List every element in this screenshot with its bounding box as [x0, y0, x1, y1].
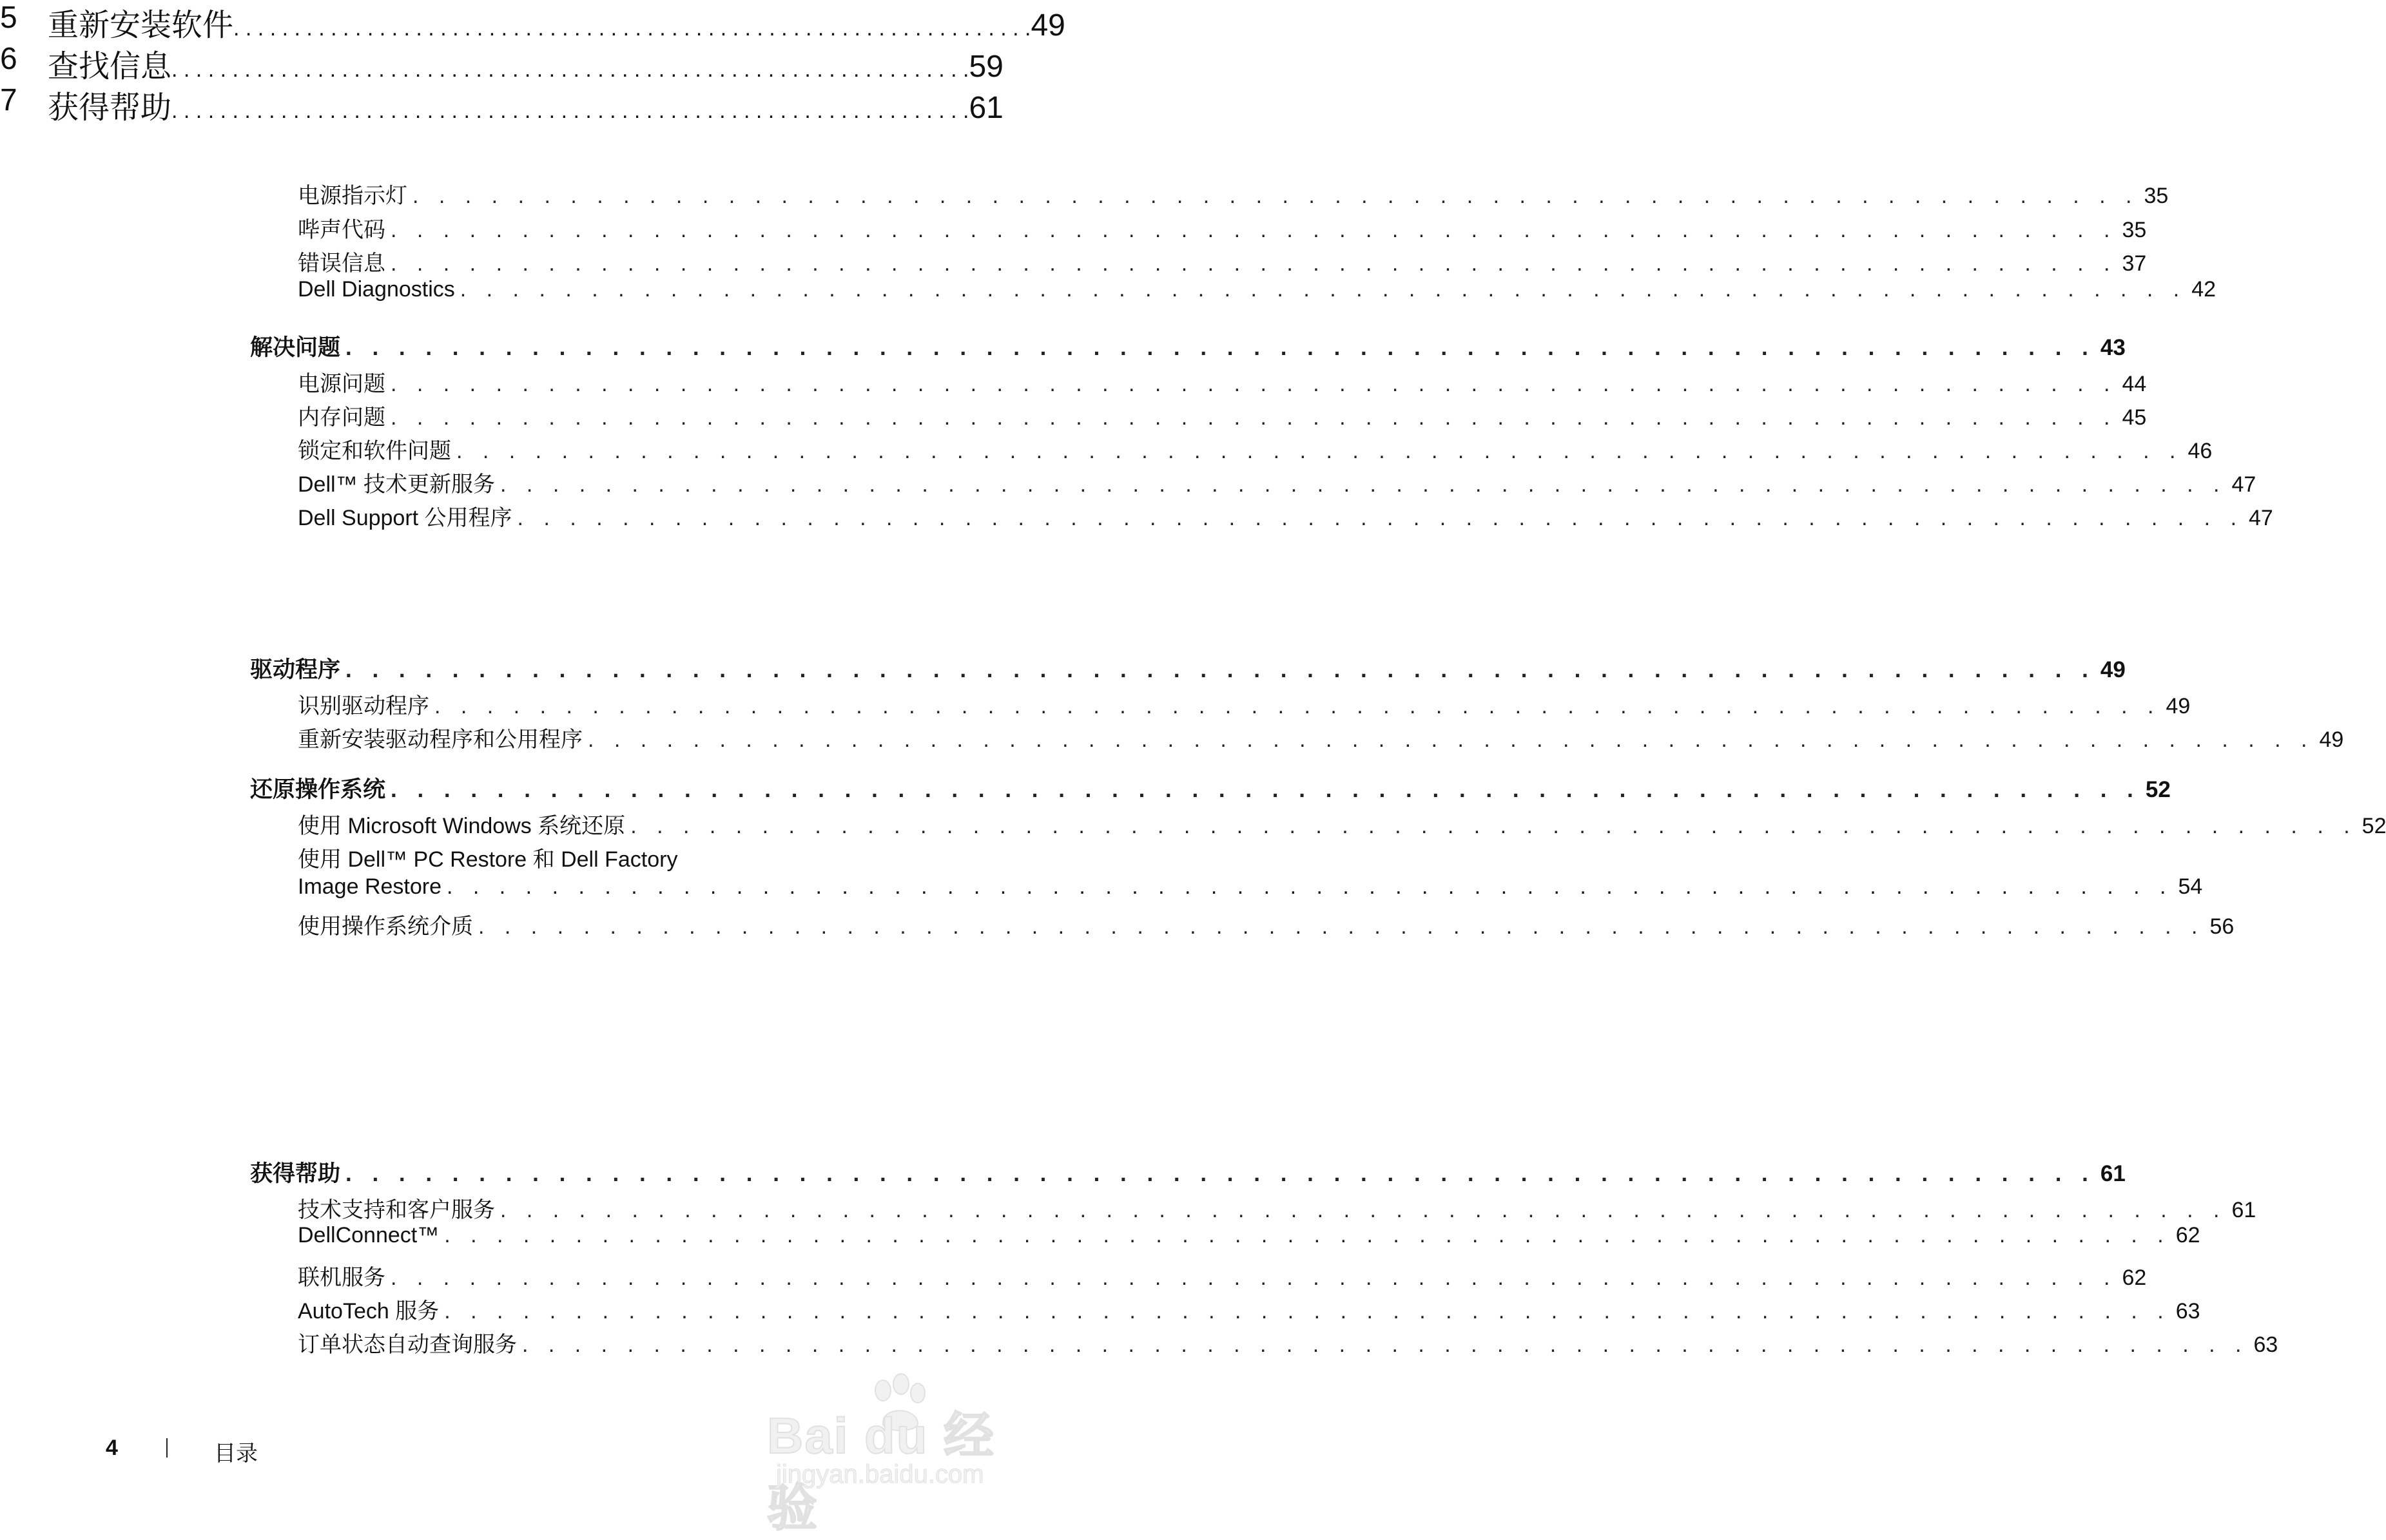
dot-leader: . . . . . . . . . . . . . . . . . . . . . . . . . . . . . . . . . . . . . . . . . . . . . . . . . . . . . . . . . . . . . . . . . . — [522, 1333, 2249, 1357]
toc-entry-label: Dell™ 技术更新服务 — [298, 472, 496, 497]
chapter-page: 61 — [969, 91, 1004, 125]
toc-entry-label: 订单状态自动查询服务 — [298, 1333, 517, 1357]
toc-entry — [298, 909, 2235, 940]
toc-entry — [298, 688, 2191, 720]
toc-entry-page: 49 — [2319, 727, 2344, 752]
toc-entry-label: 哔声代码 — [298, 218, 385, 242]
footer-section-title: 目录 — [214, 1441, 258, 1466]
toc-section-label: 驱动程序 — [250, 657, 341, 682]
toc-entry — [298, 500, 2273, 532]
dot-leader: . . . . . . . . . . . . . . . . . . . . . . . . . . . . . . . . . . . . . . . . . . . . . . . . . . . . . . . . . . . . . . . . . . — [345, 1161, 2095, 1186]
chapter-page: 49 — [1031, 8, 1065, 43]
toc-entry-label: DellConnect™ — [298, 1223, 440, 1247]
dot-leader: . . . . . . . . . . . . . . . . . . . . . . . . . . . . . . . . . . . . . . . . . . . . . . . . . . . . . . . . . . . . . . . . . . — [460, 277, 2187, 302]
dot-leader: . . . . . . . . . . . . . . . . . . . . . . . . . . . . . . . . . . . . . . . . . . . . . . . . . . . . . . . . . . . . . . . . . . — [171, 99, 969, 123]
dot-leader: . . . . . . . . . . . . . . . . . . . . . . . . . . . . . . . . . . . . . . . . . . . . . . . . . . . . . . . . . . . . . . . . . . — [588, 727, 2314, 752]
toc-entry-page: 61 — [2231, 1198, 2256, 1222]
toc-entry — [298, 277, 2216, 302]
toc-entry — [298, 1260, 2147, 1291]
toc-section-drivers — [250, 652, 2126, 684]
toc-entry — [298, 1192, 2256, 1224]
chapter-number: 6 — [0, 42, 17, 76]
dot-leader: . . . . . . . . . . . . . . . . . . . . . . . . . . . . . . . . . . . . . . . . . . . . . . . . . . . . . . . . . . . . . . . . . . — [500, 472, 2227, 497]
toc-entry-label: Dell Diagnostics — [298, 277, 455, 302]
toc-section-restore — [250, 772, 2171, 804]
toc-entry-page: 62 — [2122, 1266, 2147, 1290]
toc-entry-page: 44 — [2122, 372, 2147, 396]
dot-leader: . . . . . . . . . . . . . . . . . . . . . . . . . . . . . . . . . . . . . . . . . . . . . . . . . . . . . . . . . . . . . . . . . . — [391, 251, 2117, 276]
toc-entry — [298, 722, 2344, 753]
toc-entry — [298, 1293, 2200, 1325]
toc-section-page: 52 — [2145, 777, 2171, 802]
dot-leader: . . . . . . . . . . . . . . . . . . . . . . . . . . . . . . . . . . . . . . . . . . . . . . . . . . . . . . . . . . . . . . . . . . — [447, 874, 2173, 899]
dot-leader: . . . . . . . . . . . . . . . . . . . . . . . . . . . . . . . . . . . . . . . . . . . . . . . . . . . . . . . . . . . . . . . . . . — [444, 1223, 2171, 1247]
toc-entry-page: 63 — [2175, 1299, 2200, 1323]
watermark-url: jingyan.baidu.com — [776, 1460, 984, 1488]
dot-leader: . . . . . . . . . . . . . . . . . . . . . . . . . . . . . . . . . . . . . . . . . . . . . . . . . . . . . . . . . . . . . . . . . . — [412, 184, 2139, 208]
toc-entry-label: 技术支持和客户服务 — [298, 1198, 495, 1222]
toc-entry — [298, 212, 2147, 244]
toc-entry-label: 内存问题 — [298, 405, 385, 430]
toc-chapter-7 — [0, 82, 1004, 125]
toc-chapter-6 — [0, 41, 1004, 84]
watermark-brand: Bai du 经验 — [767, 1407, 996, 1536]
toc-section-help — [250, 1156, 2126, 1188]
toc-entry-page: 35 — [2144, 184, 2169, 208]
toc-entry — [298, 178, 2169, 209]
dot-leader: . . . . . . . . . . . . . . . . . . . . . . . . . . . . . . . . . . . . . . . . . . . . . . . . . . . . . . . . . . . . . . . . . . — [345, 335, 2095, 360]
toc-entry — [298, 399, 2147, 431]
dot-leader: . . . . . . . . . . . . . . . . . . . . . . . . . . . . . . . . . . . . . . . . . . . . . . . . . . . . . . . . . . . . . . . . . . — [391, 372, 2117, 396]
dot-leader: . . . . . . . . . . . . . . . . . . . . . . . . . . . . . . . . . . . . . . . . . . . . . . . . . . . . . . . . . . . . . . . . . . — [391, 777, 2140, 802]
chapter-page: 59 — [969, 50, 1004, 84]
chapter-label: 查找信息 — [48, 50, 172, 84]
toc-entry — [298, 433, 2213, 465]
toc-entry-page: 63 — [2253, 1333, 2278, 1357]
toc-entry — [298, 366, 2147, 398]
toc-entry-label: 联机服务 — [298, 1266, 385, 1290]
toc-entry-page: 35 — [2122, 218, 2147, 242]
dot-leader: . . . . . . . . . . . . . . . . . . . . . . . . . . . . . . . . . . . . . . . . . . . . . . . . . . . . . . . . . . . . . . . . . . — [517, 506, 2244, 530]
dot-leader: . . . . . . . . . . . . . . . . . . . . . . . . . . . . . . . . . . . . . . . . . . . . . . . . . . . . . . . . . . . . . . . . . . — [391, 405, 2117, 430]
dot-leader: . . . . . . . . . . . . . . . . . . . . . . . . . . . . . . . . . . . . . . . . . . . . . . . . . . . . . . . . . . . . . . . . . . — [233, 16, 1031, 41]
toc-entry-label-line1: 使用 Dell™ PC Restore 和 Dell Factory — [298, 847, 678, 872]
toc-section-page: 43 — [2100, 335, 2126, 360]
toc-section-label: 还原操作系统 — [250, 777, 386, 802]
toc-entry-page: 46 — [2187, 439, 2213, 463]
footer-divider — [166, 1438, 168, 1458]
toc-entry-label: 错误信息 — [298, 251, 385, 276]
toc-section-label: 获得帮助 — [250, 1161, 341, 1186]
dot-leader: . . . . . . . . . . . . . . . . . . . . . . . . . . . . . . . . . . . . . . . . . . . . . . . . . . . . . . . . . . . . . . . . . . — [391, 1266, 2117, 1290]
toc-section-label: 解决问题 — [250, 335, 341, 360]
toc-entry-page: 42 — [2191, 277, 2216, 302]
dot-leader: . . . . . . . . . . . . . . . . . . . . . . . . . . . . . . . . . . . . . . . . . . . . . . . . . . . . . . . . . . . . . . . . . . — [171, 57, 969, 82]
toc-section-page: 61 — [2100, 1161, 2126, 1186]
toc-entry-label: 使用操作系统介质 — [298, 914, 473, 939]
toc-entry-label: 使用 Microsoft Windows 系统还原 — [298, 814, 626, 838]
baidu-watermark — [767, 1371, 1031, 1536]
toc-entry — [298, 808, 2386, 840]
toc-entry-two-line — [298, 842, 2203, 900]
footer-page-number: 4 — [106, 1436, 118, 1460]
toc-entry-label: 电源问题 — [298, 372, 385, 396]
dot-leader: . . . . . . . . . . . . . . . . . . . . . . . . . . . . . . . . . . . . . . . . . . . . . . . . . . . . . . . . . . . . . . . . . . — [345, 657, 2095, 682]
dot-leader: . . . . . . . . . . . . . . . . . . . . . . . . . . . . . . . . . . . . . . . . . . . . . . . . . . . . . . . . . . . . . . . . . . — [444, 1299, 2171, 1323]
chapter-label: 获得帮助 — [48, 91, 172, 125]
chapter-number: 5 — [0, 1, 17, 35]
toc-entry-label: 电源指示灯 — [298, 184, 407, 208]
dot-leader: . . . . . . . . . . . . . . . . . . . . . . . . . . . . . . . . . . . . . . . . . . . . . . . . . . . . . . . . . . . . . . . . . . — [478, 914, 2205, 939]
toc-entry-page: 49 — [2166, 694, 2191, 718]
toc-chapter-5 — [0, 0, 1065, 43]
dot-leader: . . . . . . . . . . . . . . . . . . . . . . . . . . . . . . . . . . . . . . . . . . . . . . . . . . . . . . . . . . . . . . . . . . — [456, 439, 2183, 463]
toc-entry-page: 54 — [2178, 874, 2203, 899]
dot-leader: . . . . . . . . . . . . . . . . . . . . . . . . . . . . . . . . . . . . . . . . . . . . . . . . . . . . . . . . . . . . . . . . . . — [391, 218, 2117, 242]
dot-leader: . . . . . . . . . . . . . . . . . . . . . . . . . . . . . . . . . . . . . . . . . . . . . . . . . . . . . . . . . . . . . . . . . . — [630, 814, 2357, 838]
toc-entry-label: 重新安装驱动程序和公用程序 — [298, 727, 583, 752]
chapter-number: 7 — [0, 83, 17, 117]
toc-entry-label: 锁定和软件问题 — [298, 439, 451, 463]
toc-entry-page: 62 — [2175, 1223, 2200, 1247]
toc-entry-page: 47 — [2231, 472, 2256, 497]
toc-entry-page: 37 — [2122, 251, 2147, 276]
toc-entry — [298, 245, 2147, 277]
toc-entry-page: 56 — [2209, 914, 2235, 939]
chapter-label: 重新安装软件 — [48, 8, 234, 43]
toc-entry — [298, 1327, 2278, 1358]
toc-entry-page: 52 — [2362, 814, 2386, 838]
toc-entry — [298, 467, 2256, 498]
toc-entry-label-line2: Image Restore — [298, 874, 441, 899]
toc-section-page: 49 — [2100, 657, 2126, 682]
toc-entry-page: 47 — [2249, 506, 2273, 530]
toc-entry-label: 识别驱动程序 — [298, 694, 429, 718]
toc-section-troubleshoot — [250, 330, 2126, 362]
dot-leader: . . . . . . . . . . . . . . . . . . . . . . . . . . . . . . . . . . . . . . . . . . . . . . . . . . . . . . . . . . . . . . . . . . — [434, 694, 2161, 718]
toc-entry — [298, 1223, 2200, 1248]
toc-entry-label: Dell Support 公用程序 — [298, 506, 512, 530]
toc-entry-page: 45 — [2122, 405, 2147, 430]
toc-entry-label: AutoTech 服务 — [298, 1299, 440, 1323]
dot-leader: . . . . . . . . . . . . . . . . . . . . . . . . . . . . . . . . . . . . . . . . . . . . . . . . . . . . . . . . . . . . . . . . . . — [500, 1198, 2227, 1222]
